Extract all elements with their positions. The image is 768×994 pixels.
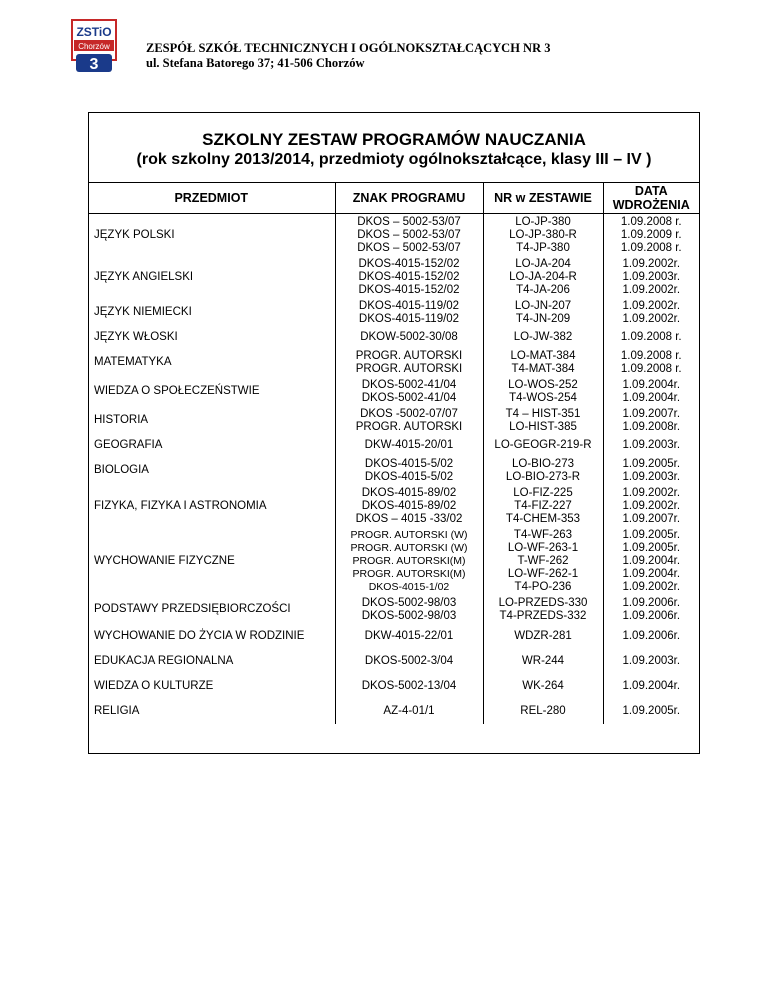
set-number: T4-CHEM-353 <box>505 512 581 525</box>
program-code: DKOS – 5002-53/07 <box>357 241 461 254</box>
set-number-cell <box>483 649 603 674</box>
table-row <box>88 595 699 624</box>
program-code: PROGR. AUTORSKI (W) <box>350 541 468 554</box>
table-row <box>88 527 699 595</box>
table-row <box>88 649 699 674</box>
set-number: T-WF-262 <box>517 554 569 567</box>
implementation-date: 1.09.2002r. <box>622 299 681 312</box>
date-cell <box>603 699 699 724</box>
date-cell <box>603 327 699 348</box>
implementation-date: 1.09.2006r. <box>622 630 681 642</box>
implementation-date: 1.09.2005r. <box>622 528 681 541</box>
program-code: DKW-4015-22/01 <box>364 630 454 642</box>
school-header <box>146 41 550 71</box>
subject-cell: PODSTAWY PRZEDSIĘBIORCZOŚCI <box>94 603 291 615</box>
program-code: DKW-4015-20/01 <box>364 439 454 451</box>
table-row <box>88 348 699 377</box>
set-number: T4-PO-236 <box>514 580 572 593</box>
set-number: LO-WF-262-1 <box>507 567 579 580</box>
school-logo <box>70 18 118 74</box>
implementation-date: 1.09.2002r. <box>622 499 681 512</box>
subject-cell: GEOGRAFIA <box>94 439 163 451</box>
table-row <box>88 435 699 456</box>
subject-cell: EDUKACJA REGIONALNA <box>94 655 234 667</box>
program-code: DKOS-4015-1/02 <box>368 580 450 593</box>
program-code: DKOS -5002-07/07 <box>360 407 458 420</box>
program-code: DKOS-4015-5/02 <box>364 457 454 470</box>
table-row <box>88 298 699 327</box>
program-code: DKOS – 5002-53/07 <box>357 228 461 241</box>
set-number-cell <box>483 527 603 595</box>
program-code-cell <box>335 327 483 348</box>
implementation-date: 1.09.2005r. <box>622 457 681 470</box>
program-code: PROGR. AUTORSKI (W) <box>350 528 468 541</box>
date-cell <box>603 298 699 327</box>
logo-bottom-text: Chorzów <box>78 42 110 51</box>
date-cell <box>603 595 699 624</box>
set-number-cell <box>483 327 603 348</box>
table-body <box>88 214 699 725</box>
set-number: WR-244 <box>521 655 565 667</box>
table-row <box>88 674 699 699</box>
implementation-date: 1.09.2002r. <box>622 486 681 499</box>
programs-table <box>88 182 699 724</box>
implementation-date: 1.09.2002r. <box>622 312 681 325</box>
set-number-cell <box>483 256 603 298</box>
program-code: PROGR. AUTORSKI(M) <box>352 554 466 567</box>
program-code: DKOS-4015-119/02 <box>358 312 460 325</box>
implementation-date: 1.09.2006r. <box>622 609 681 622</box>
program-code: DKOS-5002-3/04 <box>364 655 454 667</box>
set-number: LO-JA-204-R <box>509 270 577 283</box>
school-name: ZESPÓŁ SZKÓŁ TECHNICZNYCH I OGÓLNOKSZTAŁCĄCYCH NR 3 <box>146 41 551 55</box>
set-number-cell <box>483 298 603 327</box>
program-code: AZ-4-01/1 <box>383 705 435 717</box>
program-code-cell <box>335 377 483 406</box>
subject-cell: JĘZYK WŁOSKI <box>94 331 178 343</box>
header-program-code: ZNAK PROGRAMU <box>335 183 483 214</box>
logo-number: 3 <box>89 56 99 73</box>
program-code: DKOS-4015-119/02 <box>358 299 460 312</box>
subject-cell: MATEMATYKA <box>94 356 172 368</box>
program-code-cell <box>335 435 483 456</box>
program-code-cell <box>335 298 483 327</box>
table-row <box>88 456 699 485</box>
program-code: DKOS-4015-89/02 <box>361 486 457 499</box>
program-code: DKOS-5002-98/03 <box>361 609 457 622</box>
date-cell <box>603 485 699 527</box>
subject-cell: WIEDZA O KULTURZE <box>94 680 214 692</box>
set-number: T4-JP-380 <box>516 241 570 254</box>
implementation-date: 1.09.2003r. <box>622 439 681 451</box>
program-code: DKOW-5002-30/08 <box>360 331 458 343</box>
subject-cell: WIEDZA O SPOŁECZEŃSTWIE <box>94 385 260 397</box>
program-code-cell <box>335 485 483 527</box>
program-code: DKOS-5002-41/04 <box>361 378 457 391</box>
set-number: LO-WF-263-1 <box>507 541 579 554</box>
set-number: LO-JP-380-R <box>509 228 577 241</box>
implementation-date: 1.09.2008 r. <box>620 349 682 362</box>
program-code: PROGR. AUTORSKI(M) <box>352 567 466 580</box>
implementation-date: 1.09.2003r. <box>622 470 681 483</box>
date-cell <box>603 435 699 456</box>
date-cell <box>603 527 699 595</box>
implementation-date: 1.09.2003r. <box>622 270 681 283</box>
implementation-date: 1.09.2008 r. <box>620 241 682 254</box>
set-number: WDZR-281 <box>514 630 572 642</box>
set-number-cell <box>483 435 603 456</box>
subject-cell: FIZYKA, FIZYKA I ASTRONOMIA <box>94 499 267 512</box>
program-code: DKOS-5002-98/03 <box>361 596 457 609</box>
set-number: LO-JP-380 <box>515 215 571 228</box>
set-number: LO-MAT-384 <box>510 349 576 362</box>
implementation-date: 1.09.2005r. <box>622 705 681 717</box>
set-number-cell <box>483 674 603 699</box>
document-title: SZKOLNY ZESTAW PROGRAMÓW NAUCZANIA <box>202 130 586 149</box>
set-number: WK-264 <box>522 680 564 692</box>
implementation-date: 1.09.2009 r. <box>620 228 682 241</box>
table-row <box>88 624 699 649</box>
document-subtitle: (rok szkolny 2013/2014, przedmioty ogólnokształcące, klasy III – IV ) <box>136 151 652 168</box>
program-code: DKOS-4015-152/02 <box>358 270 460 283</box>
implementation-date: 1.09.2007r. <box>622 407 681 420</box>
program-code-cell <box>335 348 483 377</box>
header-set-number: NR w ZESTAWIE <box>483 183 603 214</box>
program-code: DKOS – 4015 -33/02 <box>355 512 463 525</box>
implementation-date: 1.09.2007r. <box>622 512 681 525</box>
table-row <box>88 485 699 527</box>
set-number: T4-WF-263 <box>513 528 573 541</box>
date-cell <box>603 348 699 377</box>
subject-cell: JĘZYK ANGIELSKI <box>94 270 194 283</box>
program-list-frame <box>88 112 700 754</box>
table-row <box>88 699 699 724</box>
table-row <box>88 327 699 348</box>
date-cell <box>603 377 699 406</box>
subject-cell: JĘZYK NIEMIECKI <box>94 306 192 318</box>
set-number: LO-FIZ-225 <box>513 486 573 499</box>
program-code: DKOS-4015-152/02 <box>358 257 460 270</box>
table-row <box>88 214 699 257</box>
header-implementation-date: DATA WDROŻENIA <box>603 183 699 214</box>
program-code: DKOS-5002-13/04 <box>361 680 457 692</box>
program-code: DKOS-4015-89/02 <box>361 499 457 512</box>
date-cell <box>603 674 699 699</box>
set-number: T4-JN-209 <box>515 312 571 325</box>
set-number-cell <box>483 377 603 406</box>
implementation-date: 1.09.2004r. <box>622 378 681 391</box>
set-number: T4 – HIST-351 <box>505 407 581 420</box>
subject-cell: BIOLOGIA <box>94 464 149 476</box>
implementation-date: 1.09.2002r. <box>622 580 681 593</box>
program-code-cell <box>335 649 483 674</box>
set-number: LO-HIST-385 <box>509 420 577 433</box>
implementation-date: 1.09.2004r. <box>622 567 681 580</box>
subject-cell: HISTORIA <box>94 414 149 426</box>
set-number: T4-MAT-384 <box>511 362 575 375</box>
subject-cell: RELIGIA <box>94 705 140 717</box>
program-code: PROGR. AUTORSKI <box>355 362 463 375</box>
implementation-date: 1.09.2005r. <box>622 541 681 554</box>
program-code-cell <box>335 674 483 699</box>
implementation-date: 1.09.2008r. <box>622 420 681 433</box>
set-number: LO-WOS-252 <box>508 378 578 391</box>
implementation-date: 1.09.2004r. <box>622 554 681 567</box>
date-cell <box>603 624 699 649</box>
program-code-cell <box>335 456 483 485</box>
program-code-cell <box>335 699 483 724</box>
program-code-cell <box>335 595 483 624</box>
set-number-cell <box>483 485 603 527</box>
date-cell <box>603 214 699 257</box>
program-code: DKOS-4015-152/02 <box>358 283 460 296</box>
set-number: LO-JW-382 <box>513 331 573 343</box>
table-row <box>88 256 699 298</box>
subject-cell: WYCHOWANIE DO ŻYCIA W RODZINIE <box>94 630 305 642</box>
implementation-date: 1.09.2002r. <box>622 283 681 296</box>
set-number: LO-JN-207 <box>514 299 572 312</box>
header-subject: PRZEDMIOT <box>88 183 335 214</box>
set-number: LO-BIO-273-R <box>505 470 581 483</box>
program-code-cell <box>335 256 483 298</box>
implementation-date: 1.09.2004r. <box>622 391 681 404</box>
set-number: T4-JA-206 <box>516 283 570 296</box>
program-code: DKOS-4015-5/02 <box>364 470 454 483</box>
program-code-cell <box>335 527 483 595</box>
school-address: ul. Stefana Batorego 37; 41-506 Chorzów <box>146 56 365 70</box>
program-code: PROGR. AUTORSKI <box>355 349 463 362</box>
implementation-date: 1.09.2008 r. <box>620 331 682 343</box>
table-row <box>88 377 699 406</box>
set-number: LO-BIO-273 <box>512 457 574 470</box>
program-code: DKOS-5002-41/04 <box>361 391 457 404</box>
set-number: LO-JA-204 <box>515 257 571 270</box>
program-code-cell <box>335 214 483 257</box>
set-number: T4-PRZEDS-332 <box>499 609 587 622</box>
logo-top-text: ZSTiO <box>76 25 112 39</box>
implementation-date: 1.09.2004r. <box>622 680 681 692</box>
set-number: REL-280 <box>520 705 566 717</box>
program-code-cell <box>335 624 483 649</box>
set-number-cell <box>483 624 603 649</box>
set-number-cell <box>483 406 603 435</box>
set-number-cell <box>483 214 603 257</box>
subject-cell: JĘZYK POLSKI <box>88 214 335 257</box>
set-number: LO-PRZEDS-330 <box>498 596 588 609</box>
table-header-row <box>88 183 699 214</box>
implementation-date: 1.09.2008 r. <box>620 362 682 375</box>
implementation-date: 1.09.2006r. <box>622 596 681 609</box>
program-code-cell <box>335 406 483 435</box>
set-number-cell <box>483 699 603 724</box>
date-cell <box>603 649 699 674</box>
set-number-cell <box>483 348 603 377</box>
subject-cell: WYCHOWANIE FIZYCZNE <box>94 554 235 567</box>
set-number-cell <box>483 456 603 485</box>
set-number: T4-FIZ-227 <box>514 499 572 512</box>
set-number-cell <box>483 595 603 624</box>
date-cell <box>603 456 699 485</box>
set-number: LO-GEOGR-219-R <box>494 439 592 451</box>
implementation-date: 1.09.2008 r. <box>620 215 682 228</box>
implementation-date: 1.09.2003r. <box>622 655 681 667</box>
set-number: T4-WOS-254 <box>509 391 577 404</box>
implementation-date: 1.09.2002r. <box>622 257 681 270</box>
program-code: PROGR. AUTORSKI <box>355 420 463 433</box>
table-row <box>88 406 699 435</box>
date-cell <box>603 406 699 435</box>
program-code: DKOS – 5002-53/07 <box>357 215 461 228</box>
date-cell <box>603 256 699 298</box>
